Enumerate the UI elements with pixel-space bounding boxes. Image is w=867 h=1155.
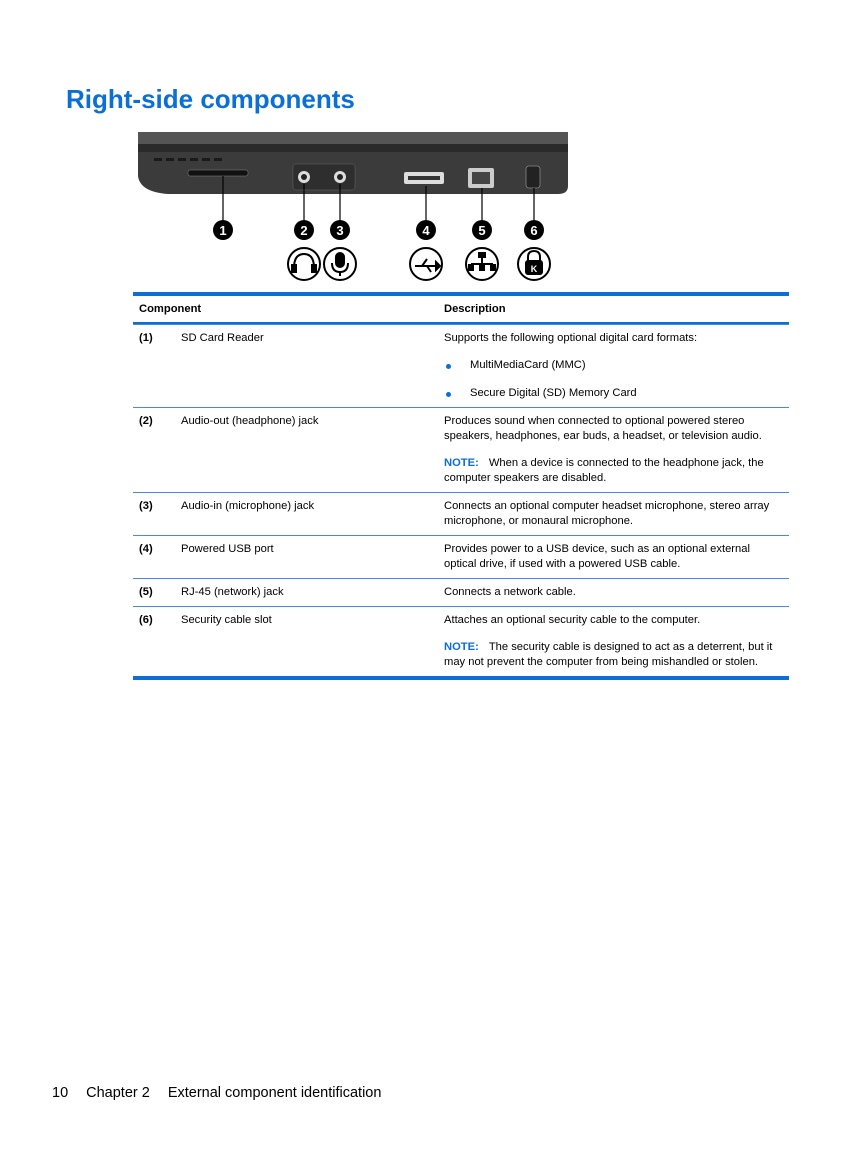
row-number: (2) <box>139 415 153 427</box>
page-title: Right-side components <box>66 84 355 114</box>
sd-slot <box>188 170 248 176</box>
security-lock-icon <box>518 248 550 280</box>
bullet-icon <box>446 392 451 397</box>
note-label: NOTE: <box>444 457 479 469</box>
callout-1-label: 1 <box>219 223 227 238</box>
component-description <box>444 613 789 670</box>
security-slot <box>526 166 540 188</box>
description-text: Produces sound when connected to optional powered stereo speakers, headphones, ear buds, a headset, or television audio. <box>444 415 762 442</box>
component-name: Audio-in (microphone) jack <box>181 500 315 512</box>
row-number: (3) <box>139 500 153 512</box>
component-description <box>444 585 789 600</box>
component-name: Powered USB port <box>181 543 274 555</box>
bullet-text: Secure Digital (SD) Memory Card <box>470 387 637 399</box>
description-text: Attaches an optional security cable to the computer. <box>444 614 701 626</box>
table-header <box>133 296 789 324</box>
callout-5-label: 5 <box>478 223 486 238</box>
list-item <box>444 358 783 373</box>
row-number: (6) <box>139 614 153 626</box>
laptop-lid <box>138 132 568 144</box>
list-item <box>444 386 783 401</box>
note-text: When a device is connected to the headphone jack, the computer speakers are disabled. <box>444 457 764 484</box>
headphone-icon <box>288 248 320 280</box>
chapter-title: External component identification <box>167 1085 382 1101</box>
note <box>444 640 783 670</box>
laptop-right-side-figure <box>128 126 578 286</box>
table-row <box>133 324 789 407</box>
callout-6-label: 6 <box>530 223 538 238</box>
bullet-text: MultiMediaCard (MMC) <box>470 359 586 371</box>
callout-3-label: 3 <box>336 223 344 238</box>
components-table <box>133 292 789 680</box>
row-number: (1) <box>139 332 153 344</box>
usb-icon <box>410 248 442 280</box>
bullet-list <box>444 358 783 401</box>
laptop-illustration <box>128 126 578 286</box>
table-row <box>133 535 789 578</box>
note-label: NOTE: <box>444 641 479 653</box>
component-description <box>444 542 789 572</box>
table-row <box>133 578 789 606</box>
page-footer <box>52 1085 381 1101</box>
table-row <box>133 492 789 535</box>
row-number: (5) <box>139 586 153 598</box>
network-icon <box>466 248 498 280</box>
note-text: The security cable is designed to act as a deterrent, but it may not prevent the computer from being mishandled or stolen. <box>444 641 773 668</box>
component-name: SD Card Reader <box>181 332 264 344</box>
table-row <box>133 606 789 676</box>
description-text: Connects an optional computer headset microphone, stereo array microphone, or monaural microphone. <box>444 500 770 527</box>
description-text: Supports the following optional digital card formats: <box>444 332 698 344</box>
chapter-label: Chapter 2 <box>86 1085 150 1101</box>
component-description <box>444 414 789 486</box>
description-text: Provides power to a USB device, such as an optional external optical drive, if used with a powered USB cable. <box>444 543 750 570</box>
component-name: Audio-out (headphone) jack <box>181 415 319 427</box>
row-number: (4) <box>139 543 153 555</box>
page-number: 10 <box>52 1085 69 1101</box>
component-description <box>444 499 789 529</box>
microphone-icon <box>324 248 356 280</box>
component-name: RJ-45 (network) jack <box>181 586 284 598</box>
bullet-icon <box>446 364 451 369</box>
component-description <box>444 331 789 401</box>
header-description: Description <box>444 302 506 315</box>
description-text: Connects a network cable. <box>444 586 576 598</box>
header-component: Component <box>139 302 202 315</box>
component-name: Security cable slot <box>181 614 272 626</box>
table-row <box>133 407 789 492</box>
note <box>444 456 783 486</box>
callout-4-label: 4 <box>422 223 430 238</box>
svg-text:K: K <box>530 264 538 274</box>
callout-2-label: 2 <box>300 223 308 238</box>
